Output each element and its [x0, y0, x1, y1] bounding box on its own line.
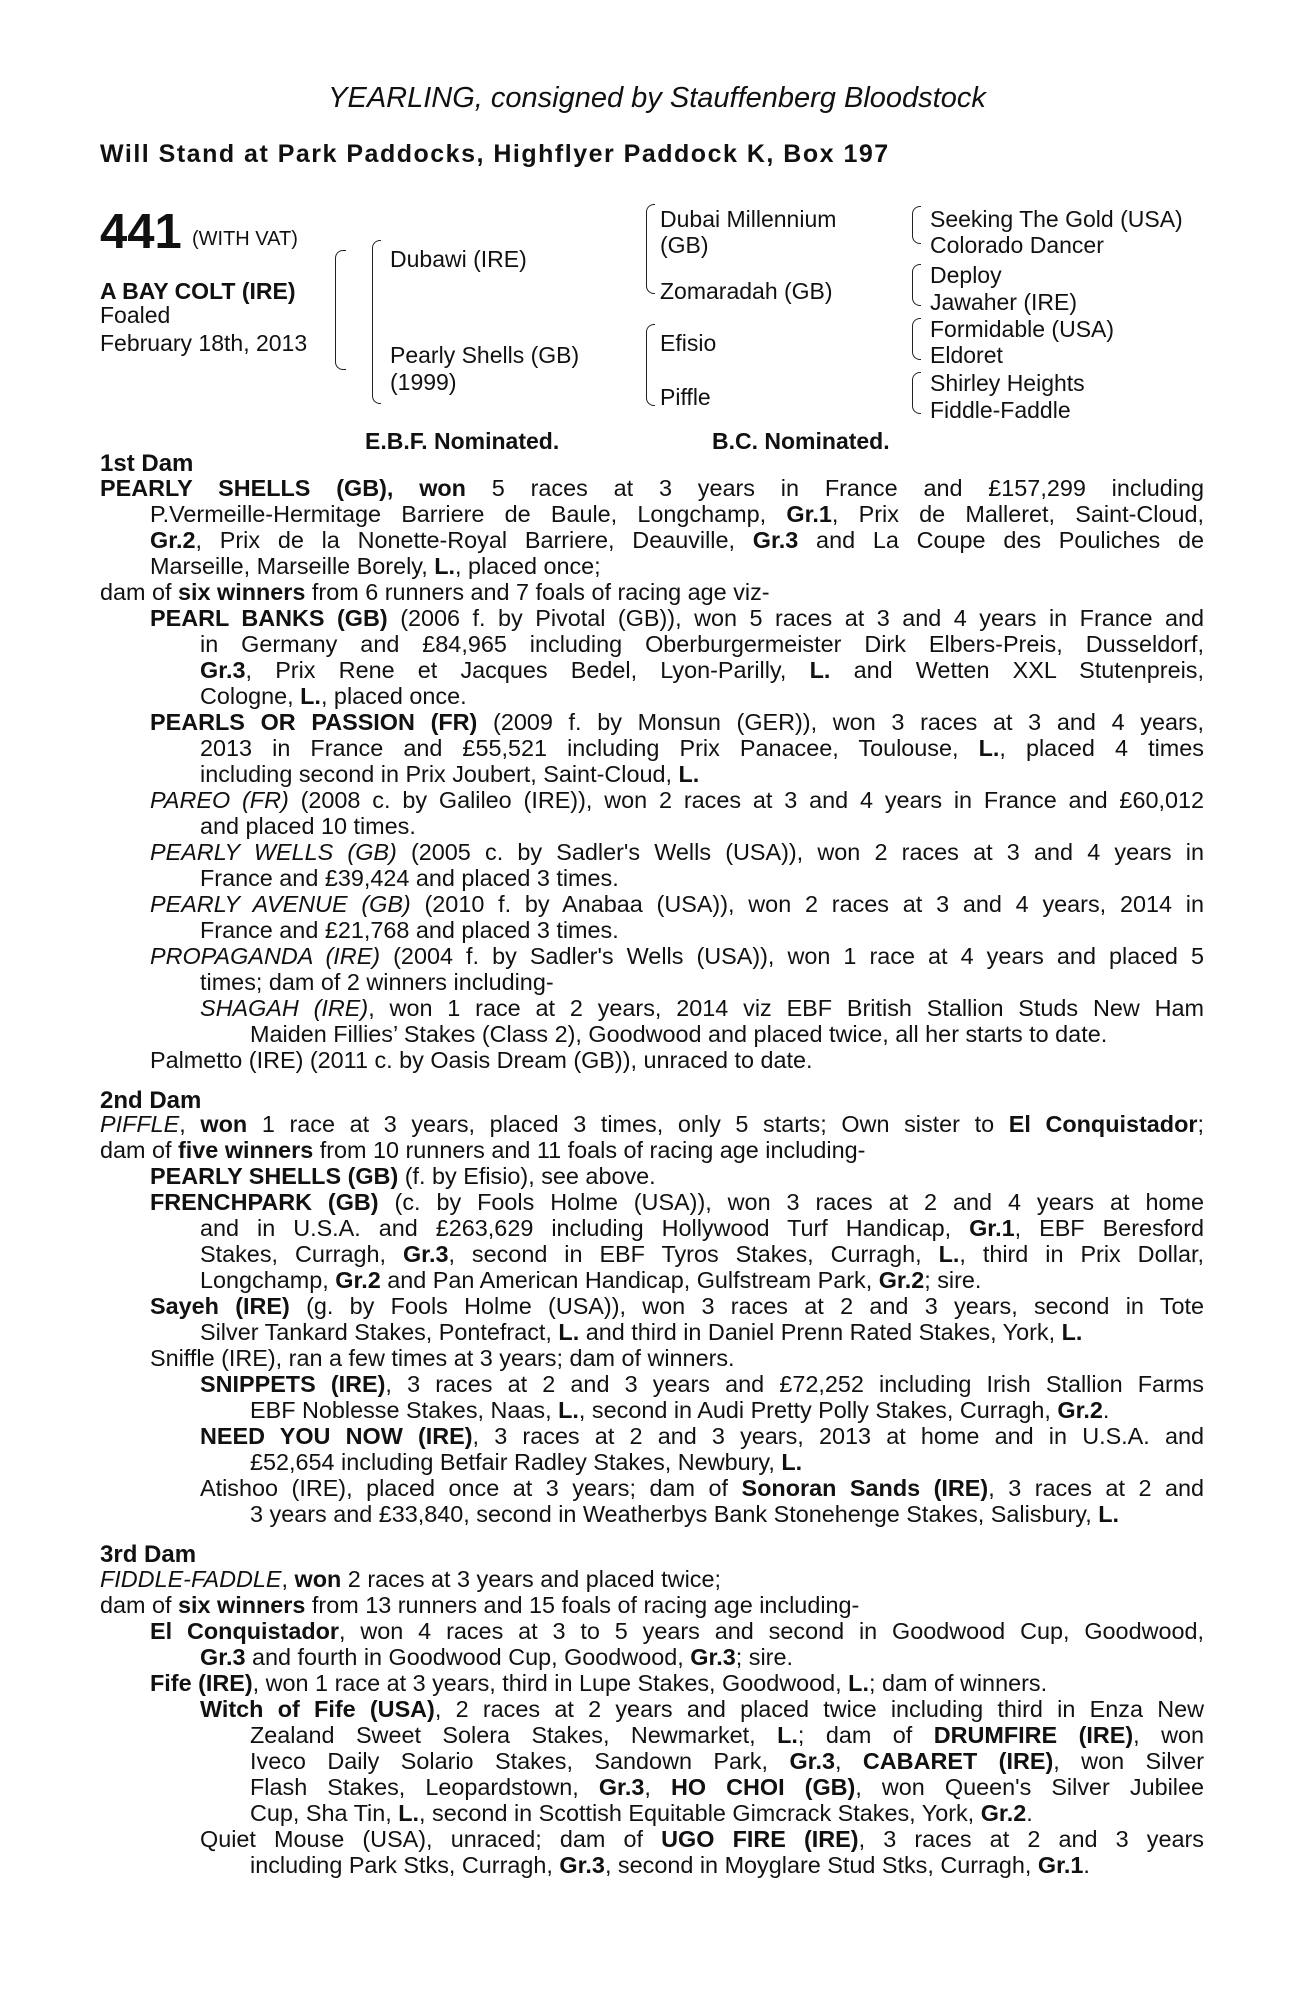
- first-dam-line-4: Marseille, Marseille Borely, L., placed once;: [150, 553, 601, 579]
- first-dam-line-22: Maiden Fillies’ Stakes (Class 2), Goodwood and placed twice, all her starts to date.: [250, 1021, 1108, 1047]
- offspring-pearl-banks: PEARL BANKS (GB): [150, 606, 388, 631]
- offspring-snippets: SNIPPETS (IRE): [200, 1372, 386, 1397]
- first-dam-line-14: and placed 10 times.: [200, 813, 416, 839]
- second-dam-line-11: SNIPPETS (IRE), 3 races at 2 and 3 years and £72,252 including Irish Stallion Farms: [200, 1372, 1204, 1397]
- second-dam-line-2: dam of five winners from 10 runners and 11 foals of racing age including-: [100, 1137, 866, 1163]
- offspring-propaganda: PROPAGANDA (IRE): [150, 944, 381, 969]
- pedigree-bracket-ds: [646, 324, 655, 406]
- consignor-subtitle: YEARLING, consigned by Stauffenberg Bloodstock: [328, 82, 986, 114]
- first-dam-line-12: including second in Prix Joubert, Saint-Cloud, L.: [200, 761, 700, 787]
- first-dam-line-7: in Germany and £84,965 including Oberburgermeister Dirk Elbers-Preis, Dusseldorf,: [200, 632, 1204, 657]
- foaled-label: Foaled: [100, 302, 171, 328]
- second-dam-line-6: Stakes, Curragh, Gr.3, second in EBF Tyros Stakes, Curragh, L., third in Prix Dollar,: [200, 1242, 1204, 1267]
- first-dam-line-9: Cologne, L., placed once.: [200, 683, 467, 709]
- first-dam-line-6: PEARL BANKS (GB) (2006 f. by Pivotal (GB)), won 5 races at 3 and 4 years in France and: [150, 606, 1204, 631]
- pedigree-gen3-6: Eldoret: [930, 342, 1003, 368]
- offspring-sayeh: Sayeh (IRE): [150, 1294, 290, 1319]
- foaled-date: February 18th, 2013: [100, 330, 308, 356]
- first-dam-line-17: PEARLY AVENUE (GB) (2010 f. by Anabaa (USA)), won 2 races at 3 and 4 years, 2014 in: [150, 892, 1204, 917]
- third-dam-line-2: dam of six winners from 13 runners and 15 foals of racing age including-: [100, 1592, 860, 1618]
- first-dam-line-13: PAREO (FR) (2008 c. by Galileo (IRE)), won 2 races at 3 and 4 years in France and £60,012: [150, 788, 1204, 813]
- first-dam-line-5: dam of six winners from 6 runners and 7 foals of racing age viz-: [100, 579, 770, 605]
- ebf-nominated: E.B.F. Nominated.: [365, 428, 560, 454]
- second-dam-line-9: Silver Tankard Stakes, Pontefract, L. and third in Daniel Prenn Rated Stakes, York, L.: [200, 1319, 1083, 1345]
- offspring-pearly-wells: PEARLY WELLS (GB): [150, 840, 397, 865]
- second-dam-line-16: 3 years and £33,840, second in Weatherbys Bank Stonehenge Stakes, Salisbury, L.: [250, 1501, 1120, 1527]
- offspring-el-conquistador: El Conquistador: [150, 1619, 340, 1644]
- first-dam-line-21: SHAGAH (IRE), won 1 race at 2 years, 2014 viz EBF British Stallion Studs New Ham: [200, 996, 1204, 1021]
- offspring-fife: Fife (IRE): [150, 1670, 253, 1696]
- pedigree-bracket-dds: [912, 372, 921, 414]
- lot-number: 441: [100, 205, 182, 259]
- second-dam-line-12: EBF Noblesse Stakes, Naas, L., second in Audi Pretty Polly Stakes, Curragh, Gr.2.: [250, 1397, 1110, 1423]
- second-dam-line-4: FRENCHPARK (GB) (c. by Fools Holme (USA)), won 3 races at 2 and 4 years at home: [150, 1190, 1204, 1215]
- third-dam-line-3: El Conquistador, won 4 races at 3 to 5 years and second in Goodwood Cup, Goodwood,: [150, 1619, 1204, 1644]
- horse-description: A BAY COLT (IRE): [100, 278, 296, 304]
- third-dam-line-7: Zealand Sweet Solera Stakes, Newmarket, L.; dam of DRUMFIRE (IRE), won: [250, 1723, 1204, 1748]
- pedigree-gen3-7: Shirley Heights: [930, 370, 1085, 396]
- second-dam-name: PIFFLE: [100, 1112, 180, 1137]
- pedigree-sire: Dubawi (IRE): [390, 246, 527, 272]
- third-dam-line-1: FIDDLE-FADDLE, won 2 races at 3 years and placed twice;: [100, 1566, 721, 1592]
- first-dam-line-20: times; dam of 2 winners including-: [200, 969, 554, 995]
- second-dam-line-15: Atishoo (IRE), placed once at 3 years; dam of Sonoran Sands (IRE), 3 races at 2 and: [200, 1476, 1204, 1501]
- third-dam-heading: 3rd Dam: [100, 1541, 197, 1568]
- third-dam-line-11: Quiet Mouse (USA), unraced; dam of UGO FIRE (IRE), 3 races at 2 and 3 years: [200, 1827, 1204, 1852]
- first-dam-line-23: Palmetto (IRE) (2011 c. by Oasis Dream (GB)), unraced to date.: [150, 1047, 813, 1073]
- first-dam-line-10: PEARLS OR PASSION (FR) (2009 f. by Monsun (GER)), won 3 races at 3 and 4 years,: [150, 710, 1204, 735]
- second-dam-line-14: £52,654 including Betfair Radley Stakes, Newbury, L.: [250, 1449, 803, 1475]
- offspring-frenchpark: FRENCHPARK (GB): [150, 1190, 379, 1215]
- first-dam-line-8: Gr.3, Prix Rene et Jacques Bedel, Lyon-Parilly, L. and Wetten XXL Stutenpreis,: [200, 658, 1204, 683]
- first-dam-line-18: France and £21,768 and placed 3 times.: [200, 917, 619, 943]
- pedigree-dam-dam: Piffle: [660, 384, 711, 410]
- offspring-pearly-avenue: PEARLY AVENUE (GB): [150, 892, 411, 917]
- pedigree-dam-year: (1999): [390, 369, 457, 395]
- pedigree-bracket-sire: [372, 240, 381, 404]
- first-dam-line-2: P.Vermeille-Hermitage Barriere de Baule, Longchamp, Gr.1, Prix de Malleret, Saint-Cloud,: [150, 502, 1204, 527]
- third-dam-line-9: Flash Stakes, Leopardstown, Gr.3, HO CHOI (GB), won Queen's Silver Jubilee: [250, 1775, 1204, 1800]
- stand-location: Will Stand at Park Paddocks, Highflyer Paddock K, Box 197: [100, 140, 890, 168]
- offspring-pearls-or-passion: PEARLS OR PASSION (FR): [150, 710, 478, 735]
- third-dam-line-5: Fife (IRE), won 1 race at 3 years, third in Lupe Stakes, Goodwood, L.; dam of winners.: [150, 1670, 1048, 1696]
- pedigree-dam-sire: Efisio: [660, 330, 717, 356]
- first-dam-line-11: 2013 in France and £55,521 including Prix Panacee, Toulouse, L., placed 4 times: [200, 736, 1204, 761]
- third-dam-line-8: Iveco Daily Solario Stakes, Sandown Park, Gr.3, CABARET (IRE), won Silver: [250, 1749, 1204, 1774]
- second-dam-line-5: and in U.S.A. and £263,629 including Hollywood Turf Handicap, Gr.1, EBF Beresford: [200, 1216, 1204, 1241]
- pedigree-sire-sire-country: (GB): [660, 232, 709, 258]
- second-dam-line-8: Sayeh (IRE) (g. by Fools Holme (USA)), won 3 races at 2 and 3 years, second in Tote: [150, 1294, 1204, 1319]
- pedigree-bracket-sds: [912, 264, 921, 306]
- offspring-pareo: PAREO (FR): [150, 788, 289, 813]
- pedigree-gen3-3: Deploy: [930, 262, 1002, 288]
- offspring-need-you-now: NEED YOU NOW (IRE): [200, 1424, 473, 1449]
- second-dam-line-3: PEARLY SHELLS (GB) (f. by Efisio), see above.: [150, 1163, 656, 1189]
- offspring-shagah: SHAGAH (IRE): [200, 996, 369, 1021]
- pedigree-bracket-dss: [912, 318, 921, 360]
- pedigree-gen3-2: Colorado Dancer: [930, 232, 1104, 258]
- first-dam-name: PEARLY SHELLS (GB), won: [100, 476, 466, 501]
- second-dam-line-10: Sniffle (IRE), ran a few times at 3 years; dam of winners.: [150, 1345, 735, 1371]
- first-dam-line-1: PEARLY SHELLS (GB), won 5 races at 3 years in France and £157,299 including: [100, 476, 1204, 501]
- second-dam-line-7: Longchamp, Gr.2 and Pan American Handicap, Gulfstream Park, Gr.2; sire.: [200, 1267, 982, 1293]
- pedigree-gen3-4: Jawaher (IRE): [930, 289, 1077, 315]
- bc-nominated: B.C. Nominated.: [712, 428, 890, 454]
- first-dam-heading: 1st Dam: [100, 450, 194, 477]
- vat-note: (WITH VAT): [192, 228, 298, 250]
- pedigree-dam: Pearly Shells (GB): [390, 342, 580, 368]
- first-dam-line-3: Gr.2, Prix de la Nonette-Royal Barriere, Deauville, Gr.3 and La Coupe des Pouliches de: [150, 528, 1204, 553]
- pedigree-sire-sire: Dubai Millennium: [660, 206, 837, 232]
- first-dam-line-16: France and £39,424 and placed 3 times.: [200, 865, 619, 891]
- pedigree-bracket-ss: [646, 204, 655, 294]
- pedigree-sire-dam: Zomaradah (GB): [660, 278, 833, 304]
- third-dam-name: FIDDLE-FADDLE: [100, 1566, 282, 1592]
- first-dam-line-15: PEARLY WELLS (GB) (2005 c. by Sadler's Wells (USA)), won 2 races at 3 and 4 years in: [150, 840, 1204, 865]
- pedigree-gen3-1: Seeking The Gold (USA): [930, 206, 1183, 232]
- first-dam-line-19: PROPAGANDA (IRE) (2004 f. by Sadler's Wells (USA)), won 1 race at 4 years and placed 5: [150, 944, 1204, 969]
- pedigree-bracket-sss: [912, 206, 921, 244]
- second-dam-line-13: NEED YOU NOW (IRE), 3 races at 2 and 3 years, 2013 at home and in U.S.A. and: [200, 1424, 1204, 1449]
- second-dam-heading: 2nd Dam: [100, 1087, 202, 1114]
- pedigree-bracket-main: [335, 250, 346, 370]
- third-dam-line-4: Gr.3 and fourth in Goodwood Cup, Goodwood, Gr.3; sire.: [200, 1644, 793, 1670]
- third-dam-line-10: Cup, Sha Tin, L., second in Scottish Equitable Gimcrack Stakes, York, Gr.2.: [250, 1800, 1033, 1826]
- third-dam-line-6: Witch of Fife (USA), 2 races at 2 years and placed twice including third in Enza New: [200, 1697, 1204, 1722]
- third-dam-line-12: including Park Stks, Curragh, Gr.3, second in Moyglare Stud Stks, Curragh, Gr.1.: [250, 1852, 1090, 1878]
- offspring-witch-of-fife: Witch of Fife (USA): [200, 1697, 435, 1722]
- pedigree-gen3-8: Fiddle-Faddle: [930, 397, 1071, 423]
- second-dam-line-1: PIFFLE, won 1 race at 3 years, placed 3 times, only 5 starts; Own sister to El Conquistador;: [100, 1112, 1204, 1137]
- pedigree-gen3-5: Formidable (USA): [930, 316, 1115, 342]
